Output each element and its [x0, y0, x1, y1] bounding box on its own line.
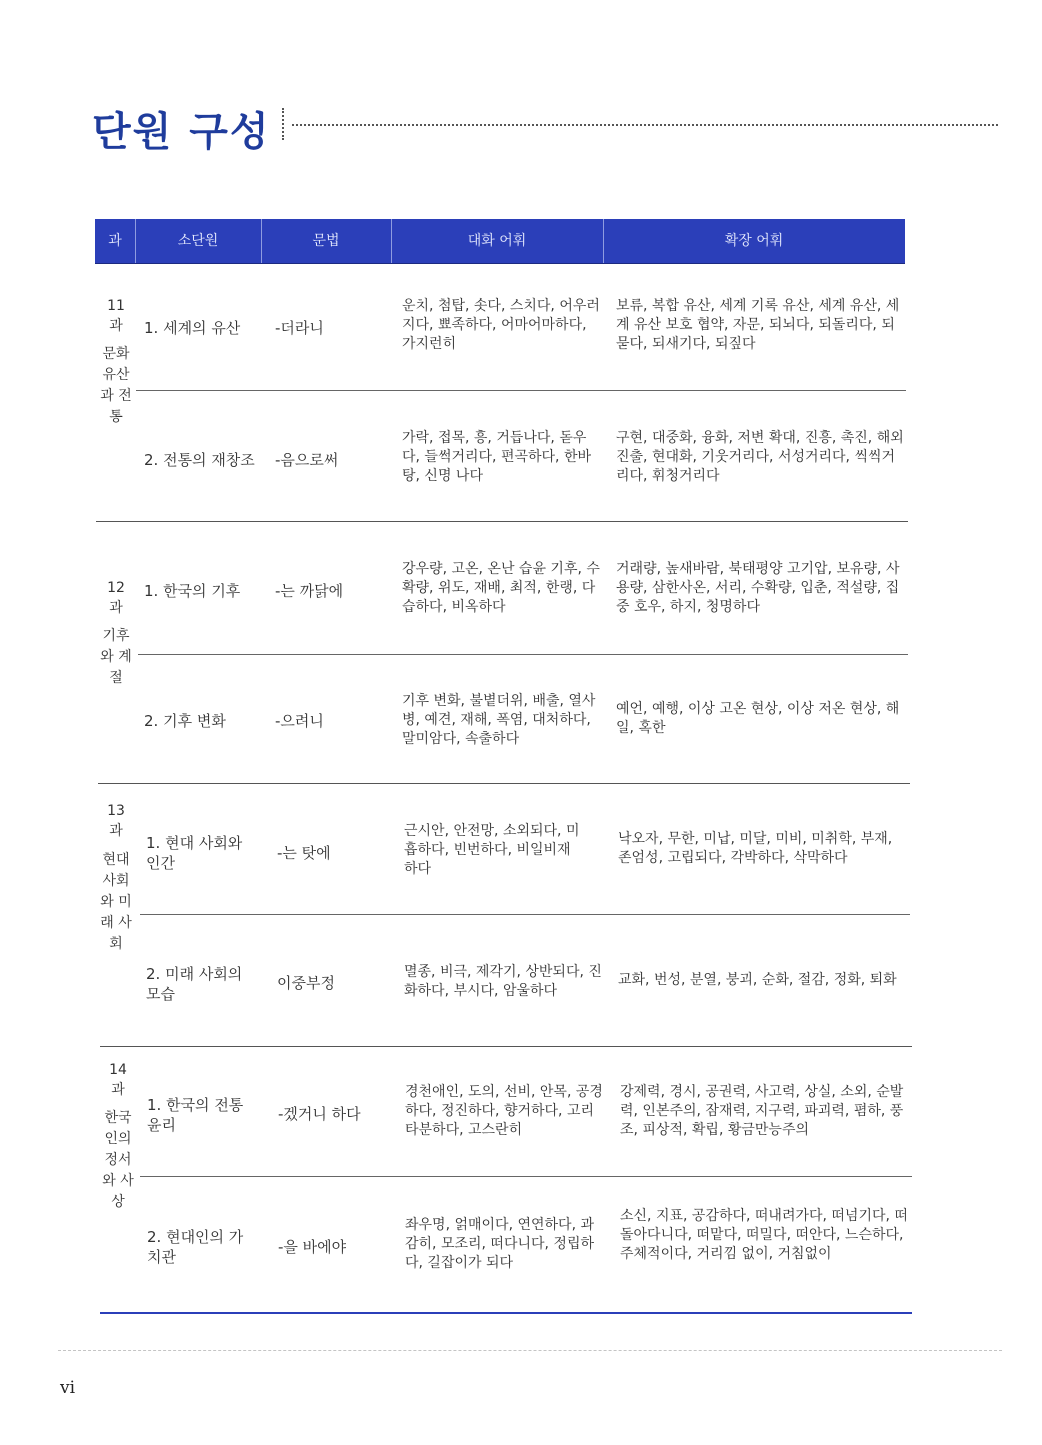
subunit-divider	[138, 654, 908, 655]
grammar-point: -으려니	[275, 712, 324, 730]
grammar-point: 이중부정	[277, 974, 335, 992]
header-dialogue-vocab: 대화 어휘	[391, 219, 604, 263]
extended-vocab: 보류, 복합 유산, 세계 기록 유산, 세계 유산, 세계 유산 보호 협약, 자문, 되뇌다, 되돌리다, 되묻다, 되새기다, 되짚다	[616, 298, 900, 352]
page-title: 단원 구성	[92, 109, 271, 155]
dialogue-vocab: 강우량, 고온, 온난 습윤 기후, 수확량, 위도, 재배, 최적, 한랭, 다습하다, 비옥하다	[402, 561, 600, 615]
lesson-gwa: 과	[111, 1082, 125, 1098]
lesson-gwa: 과	[109, 600, 123, 616]
subunit-title: 1. 한국의 기후	[144, 582, 241, 600]
table-bottom-rule	[100, 1312, 912, 1314]
header-lesson: 과	[95, 219, 136, 263]
lesson-divider	[98, 783, 910, 784]
grammar-point: -음으로써	[275, 451, 339, 469]
lesson-number: 11	[107, 298, 125, 314]
dialogue-vocab: 경천애인, 도의, 선비, 안목, 공경하다, 정진하다, 향거하다, 고리타분하다, 고스란히	[405, 1084, 603, 1138]
dialogue-vocab: 운치, 첨탑, 솟다, 스치다, 어우러지다, 뾰족하다, 어마어마하다, 가지런히	[402, 298, 600, 352]
lesson-gwa: 과	[109, 318, 123, 334]
extended-vocab: 교화, 번성, 분열, 붕괴, 순화, 절감, 정화, 퇴화	[618, 972, 897, 988]
grammar-point: -을 바에야	[278, 1238, 347, 1256]
dialogue-vocab: 가락, 접목, 흥, 거듭나다, 돋우다, 들썩거리다, 편곡하다, 한바탕, 신명 나다	[402, 430, 591, 484]
extended-vocab: 구현, 대중화, 융화, 저변 확대, 진흥, 촉진, 해외 진출, 현대화, 기웃거리다, 서성거리다, 씩씩거리다, 휘청거리다	[616, 430, 904, 484]
lesson-number: 13	[107, 803, 125, 819]
subunit-title: 2. 기후 변화	[144, 712, 226, 730]
table-header	[95, 219, 905, 263]
extended-vocab: 강제력, 경시, 공권력, 사고력, 상실, 소외, 순발력, 인본주의, 잠재력, 지구력, 파괴력, 폄하, 풍조, 피상적, 확립, 황금만능주의	[620, 1084, 904, 1138]
lesson-title: 기후와 계절	[100, 628, 132, 686]
footer-rule	[58, 1350, 1002, 1351]
extended-vocab: 소신, 지표, 공감하다, 떠내려가다, 떠넘기다, 떠돌아다니다, 떠맡다, 떠밀다, 떠안다, 느슨하다, 주체적이다, 거리낌 없이, 거침없이	[620, 1208, 908, 1262]
grammar-point: -더라니	[275, 319, 324, 337]
dialogue-vocab: 좌우명, 얽매이다, 연연하다, 과감히, 모조리, 떠다니다, 정립하다, 길잡이가 되다	[405, 1217, 594, 1271]
header-grammar: 문법	[261, 219, 392, 263]
header-subunit: 소단원	[135, 219, 262, 263]
title-divider	[282, 108, 284, 140]
lesson-number: 14	[109, 1062, 127, 1078]
subunit-divider	[136, 390, 906, 391]
dialogue-vocab: 근시안, 안전망, 소외되다, 미흡하다, 빈번하다, 비일비재하다	[404, 823, 580, 877]
grammar-point: -는 까닭에	[275, 582, 344, 600]
subunit-title: 1. 세계의 유산	[144, 319, 241, 337]
lesson-title: 문화유산과 전통	[100, 346, 132, 425]
extended-vocab: 거래량, 높새바람, 북태평양 고기압, 보유량, 사용량, 삼한사온, 서리, 수확량, 입춘, 적설량, 집중 호우, 하지, 청명하다	[616, 561, 900, 615]
subunit-divider	[140, 914, 910, 915]
page-number: vi	[60, 1378, 76, 1398]
lesson-number: 12	[107, 580, 125, 596]
lesson-title: 한국인의 정서와 사상	[102, 1110, 134, 1210]
dialogue-vocab: 멸종, 비극, 제각기, 상반되다, 진화하다, 부시다, 암울하다	[404, 964, 602, 999]
dialogue-vocab: 기후 변화, 불볕더위, 배출, 열사병, 예견, 재해, 폭염, 대처하다, 말미암다, 속출하다	[402, 693, 596, 747]
lesson-divider	[100, 1046, 912, 1047]
extended-vocab: 낙오자, 무한, 미납, 미달, 미비, 미취학, 부재, 존엄성, 고립되다, 각박하다, 삭막하다	[618, 831, 893, 866]
header-extended-vocab: 확장 어휘	[724, 233, 784, 249]
subunit-title: 2. 현대인의 가치관	[147, 1228, 244, 1266]
lesson-title: 현대 사회와 미래 사회	[100, 852, 132, 952]
grammar-point: -는 탓에	[277, 844, 331, 862]
lesson-gwa: 과	[109, 823, 123, 839]
subunit-title: 1. 현대 사회와 인간	[146, 834, 243, 872]
extended-vocab: 예언, 예행, 이상 고온 현상, 이상 저온 현상, 해일, 혹한	[616, 701, 900, 736]
title-dotted-rule	[292, 124, 998, 126]
subunit-divider	[140, 1176, 912, 1177]
subunit-title: 2. 전통의 재창조	[144, 451, 255, 469]
subunit-title: 1. 한국의 전통 윤리	[147, 1096, 244, 1134]
subunit-title: 2. 미래 사회의 모습	[146, 965, 243, 1003]
lesson-divider	[96, 521, 908, 522]
grammar-point: -겠거니 하다	[278, 1105, 361, 1123]
